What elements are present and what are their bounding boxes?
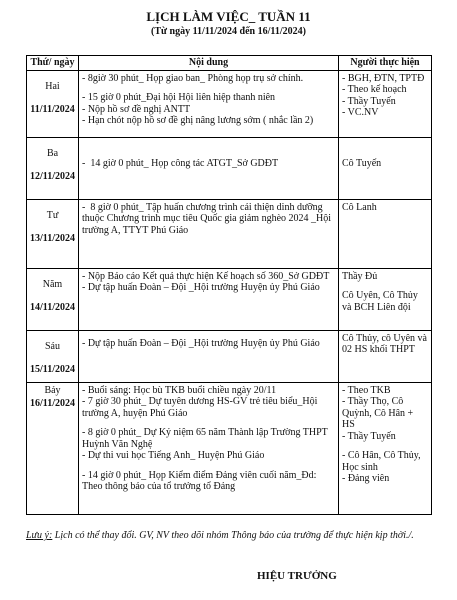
content-cell [79,70,339,137]
people-line: - Thầy Tuyến [342,95,396,107]
table-row [27,330,432,382]
day-date: 13/11/2024 [30,233,76,244]
content-line: - 8 giờ 0 phút_ Dự Kỷ niệm 65 năm Thành lập Trường THPT Huỳnh Văn Nghệ [82,427,331,450]
people-line: - Thầy Thọ, Cô Quỳnh, Cô Hân + HS [342,396,416,430]
people-cell [339,330,432,382]
footnote-text: Lịch có thể thay đổi. GV, NV theo dõi nhóm Thông báo của trường để thực hiện kịp thời./. [52,530,414,541]
content-line: - Dự tập huấn Đoàn – Đội _Hội trường Huyện ủy Phú Giáo [82,282,320,293]
day-date: 12/11/2024 [30,171,76,182]
content-line: - Nộp hồ sơ đề nghị ANTT [82,103,191,115]
content-cell [79,268,339,330]
content-line: - Buổi sáng: Học bù TKB buổi chiều ngày 20/11 [82,384,277,396]
content-line: - Nộp Báo cáo Kết quả thực hiện Kế hoạch số 360_Sở GDĐT [82,270,330,282]
content-line [82,140,335,158]
footnote [26,529,431,542]
day-date: 11/11/2024 [30,104,75,115]
content-line [82,419,335,427]
table-row [27,268,432,330]
content-cell [79,330,339,382]
people-line [342,282,428,290]
day-cell [27,199,79,268]
table-row [27,382,432,514]
people-line: - BGH, ĐTN, TPTĐ [342,72,425,84]
content-line [82,462,335,470]
day-date: 14/11/2024 [30,302,76,313]
content-cell [79,137,339,199]
day-cell [27,382,79,514]
content-line: - Hạn chót nộp hồ sơ đề ghị nâng lương sớm ( nhắc lần 2) [82,115,314,126]
schedule-table [26,55,432,515]
day-name: Năm [42,278,63,290]
people-cell [339,268,432,330]
column-header-day: Thứ/ ngày [27,56,79,71]
column-header-content: Nội dung [79,56,339,71]
content-line: - 8giờ 30 phút_ Họp giao ban_ Phòng họp trụ sở chính. [82,72,304,84]
people-line: - Theo TKB [342,384,391,396]
day-cell [27,70,79,137]
people-line: - VC.NV [342,107,379,118]
people-line: Cô Uyên, Cô Thủy và BCH Liên đội [342,290,421,313]
people-line: - Theo kế hoạch [342,84,407,95]
content-line: - Dự tập huấn Đoàn – Đội _Hội trường Huyện ủy Phú Giáo [82,337,320,349]
column-header-people: Người thực hiện [339,56,432,71]
day-name: Bảy [44,384,61,396]
signature-title: HIỆU TRƯỞNG [257,570,337,582]
content-line [82,84,335,92]
people-line [342,442,428,450]
day-name: Hai [45,80,60,92]
people-line: Cô Lanh [342,201,377,213]
content-line: - 7 giờ 30 phút_ Dự tuyên dương HS-GV trẻ tiêu biểu_Hội trường A, huyện Phú Giáo [82,396,320,419]
people-line: Cô Tuyến [342,157,382,169]
footnote-label: Lưu ý: [26,530,53,541]
day-date: 16/11/2024 [30,398,76,409]
day-date: 15/11/2024 [30,364,76,375]
people-cell [339,70,432,137]
people-cell [339,382,432,514]
people-line: - Cô Hân, Cô Thủy, Học sinh [342,450,424,473]
table-row [27,137,432,199]
people-line: Cô Thủy, cô Uyên và 02 HS khối THPT [342,332,430,355]
table-row [27,199,432,268]
day-cell [27,137,79,199]
content-cell [79,199,339,268]
people-line: Thầy Đủ [342,270,378,282]
people-line [342,140,428,158]
content-line: - 14 giờ 0 phút_ Họp công tác ATGT_Sở GDĐT [82,157,279,169]
day-name: Tư [46,209,59,221]
content-line: - Dự thi vui học Tiếng Anh_ Huyện Phú Giáo [82,450,265,461]
content-line: - 14 giờ 0 phút_ Họp Kiểm điểm Đảng viên cuối năm_Đd: Theo thông báo của tổ trưởng tổ Đảng [82,469,319,492]
day-cell [27,330,79,382]
day-cell [27,268,79,330]
people-line: - Thầy Tuyến [342,430,396,442]
people-line: - Đảng viên [342,473,390,484]
day-name: Sáu [45,340,60,352]
schedule-title: LỊCH LÀM VIỆC_ TUẦN 11 [146,9,311,24]
day-name: Ba [46,147,59,159]
content-cell [79,382,339,514]
schedule-subtitle: (Từ ngày 11/11/2024 đến 16/11/2024) [151,26,306,37]
table-row [27,70,432,137]
content-line: - 15 giờ 0 phút_Đại hội Hội liên hiệp thanh niên [82,92,276,103]
table-header-row [27,56,432,71]
people-cell [339,199,432,268]
people-cell [339,137,432,199]
content-line: - 8 giờ 0 phút_ Tập huấn chương trình cải thiện dinh dưỡng thuộc Chương trình mục tiêu Quốc gia giảm nghèo 2024 _Hội trường A, TTYT Phú Giáo [82,201,334,236]
